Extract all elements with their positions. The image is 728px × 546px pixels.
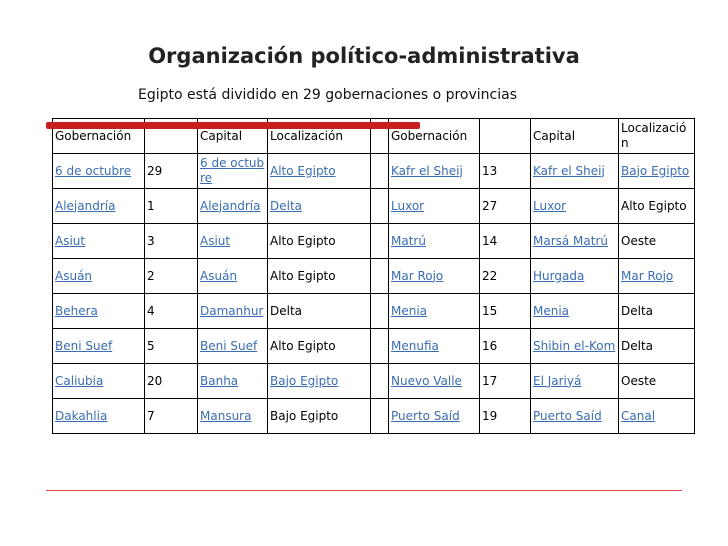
header-cell	[480, 119, 531, 154]
table-cell	[531, 189, 619, 224]
table-cell	[389, 364, 480, 399]
table-cell	[619, 259, 695, 294]
table-cell	[268, 154, 371, 189]
table-cell: 16	[480, 329, 531, 364]
table-cell	[389, 399, 480, 434]
table-cell	[371, 224, 389, 259]
table-cell	[53, 189, 145, 224]
table-cell	[371, 399, 389, 434]
table-cell	[53, 329, 145, 364]
cell-link[interactable]: Alejandría	[55, 198, 116, 213]
table-cell	[198, 364, 268, 399]
cell-link[interactable]: Puerto Saíd	[533, 408, 602, 423]
table-cell	[53, 294, 145, 329]
cell-link[interactable]: Asiut	[200, 233, 231, 248]
table-cell: Oeste	[619, 224, 695, 259]
table-cell	[198, 154, 268, 189]
table-cell	[198, 329, 268, 364]
cell-link[interactable]: Dakahlia	[55, 408, 108, 423]
table-cell: 13	[480, 154, 531, 189]
table-cell	[198, 189, 268, 224]
table-cell: 5	[145, 329, 198, 364]
table-cell	[619, 399, 695, 434]
table-cell: 7	[145, 399, 198, 434]
table-cell: Delta	[619, 329, 695, 364]
table-cell	[53, 364, 145, 399]
table-cell: Alto Egipto	[268, 224, 371, 259]
cell-link[interactable]: Marsá Matrú	[533, 233, 609, 248]
cell-link[interactable]: Bajo Egipto	[270, 373, 339, 388]
cell-link[interactable]: Beni Suef	[200, 338, 258, 353]
cell-link[interactable]: Behera	[55, 303, 98, 318]
table-cell: Oeste	[619, 364, 695, 399]
table-cell: Bajo Egipto	[268, 399, 371, 434]
header-cell: Capital	[531, 119, 619, 154]
table-cell: Alto Egipto	[268, 329, 371, 364]
cell-link[interactable]: Asuán	[200, 268, 238, 283]
table-row	[53, 259, 695, 294]
cell-link[interactable]: Kafr el Sheij	[391, 163, 463, 178]
table-cell	[371, 329, 389, 364]
table-cell	[198, 224, 268, 259]
table-cell: 22	[480, 259, 531, 294]
table-cell	[531, 294, 619, 329]
table-cell: 17	[480, 364, 531, 399]
table-row	[53, 399, 695, 434]
cell-link[interactable]: Damanhur	[200, 303, 264, 318]
table-cell	[53, 399, 145, 434]
table-cell: 2	[145, 259, 198, 294]
accent-bar	[46, 122, 420, 129]
slide-subtitle: Egipto está dividido en 29 gobernaciones o provincias	[138, 87, 517, 103]
table-cell: 3	[145, 224, 198, 259]
table-cell	[389, 224, 480, 259]
table-cell	[531, 224, 619, 259]
table-cell	[53, 259, 145, 294]
table-cell	[53, 154, 145, 189]
table-cell	[198, 259, 268, 294]
table-row	[53, 189, 695, 224]
cell-link[interactable]: Alejandría	[200, 198, 261, 213]
cell-link[interactable]: Menia	[533, 303, 570, 318]
header-cell: Localización	[268, 119, 371, 154]
table-cell: 14	[480, 224, 531, 259]
table-cell: Delta	[619, 294, 695, 329]
cell-link[interactable]: Bajo Egipto	[621, 163, 690, 178]
cell-link[interactable]: Puerto Saíd	[391, 408, 460, 423]
table-cell	[389, 259, 480, 294]
cell-link[interactable]: 6 de octubre	[200, 156, 265, 185]
table-cell	[389, 189, 480, 224]
header-cell: Capital	[198, 119, 268, 154]
table-cell: 15	[480, 294, 531, 329]
table-cell: 29	[145, 154, 198, 189]
table-cell	[389, 154, 480, 189]
cell-link[interactable]: Nuevo Valle	[391, 373, 462, 388]
table-cell	[371, 294, 389, 329]
table-row	[53, 224, 695, 259]
cell-link[interactable]: Menia	[391, 303, 428, 318]
cell-link[interactable]: Beni Suef	[55, 338, 113, 353]
table-cell	[371, 259, 389, 294]
table-row	[53, 294, 695, 329]
cell-link[interactable]: Matrú	[391, 233, 426, 248]
table-cell	[53, 224, 145, 259]
table-cell	[198, 294, 268, 329]
table-cell: 20	[145, 364, 198, 399]
table-cell	[619, 154, 695, 189]
table-row	[53, 154, 695, 189]
cell-link[interactable]: Delta	[270, 198, 303, 213]
table-cell: Alto Egipto	[619, 189, 695, 224]
cell-link[interactable]: Menufia	[391, 338, 439, 353]
cell-link[interactable]: Banha	[200, 373, 239, 388]
table-cell: Delta	[268, 294, 371, 329]
cell-link[interactable]: Luxor	[391, 198, 425, 213]
table-row	[53, 364, 695, 399]
table-cell	[531, 329, 619, 364]
table-cell: 4	[145, 294, 198, 329]
provinces-table	[52, 118, 695, 434]
cell-link[interactable]: El Jariyá	[533, 373, 582, 388]
table-cell	[531, 364, 619, 399]
cell-link[interactable]: Canal	[621, 408, 656, 423]
cell-link[interactable]: Shibin el-Kom	[533, 338, 616, 353]
cell-link[interactable]: Mar Rojo	[391, 268, 444, 283]
table-cell	[371, 189, 389, 224]
table-row	[53, 329, 695, 364]
cell-link[interactable]: Hurgada	[533, 268, 585, 283]
table-cell	[531, 259, 619, 294]
table-cell	[371, 364, 389, 399]
cell-link[interactable]: Alto Egipto	[270, 163, 336, 178]
header-cell: Gobernación	[53, 119, 145, 154]
table-cell: 1	[145, 189, 198, 224]
table-cell: 27	[480, 189, 531, 224]
table-cell: Alto Egipto	[268, 259, 371, 294]
cell-link[interactable]: Asiut	[55, 233, 86, 248]
table-cell	[198, 399, 268, 434]
table-cell	[371, 154, 389, 189]
table-cell	[389, 329, 480, 364]
table-cell	[389, 294, 480, 329]
table-cell	[531, 399, 619, 434]
cell-link[interactable]: Caliubia	[55, 373, 104, 388]
cell-link[interactable]: 6 de octubre	[55, 163, 132, 178]
table-cell: 19	[480, 399, 531, 434]
header-cell: Localización	[619, 119, 695, 154]
slide-title: Organización político-administrativa	[148, 44, 580, 68]
cell-link[interactable]: Asuán	[55, 268, 93, 283]
cell-link[interactable]: Mar Rojo	[621, 268, 674, 283]
table-cell	[531, 154, 619, 189]
table-cell	[268, 364, 371, 399]
cell-link[interactable]: Kafr el Sheij	[533, 163, 605, 178]
cell-link[interactable]: Mansura	[200, 408, 252, 423]
cell-link[interactable]: Luxor	[533, 198, 567, 213]
footer-divider	[46, 490, 682, 491]
table-cell	[268, 189, 371, 224]
header-cell: Gobernación	[389, 119, 480, 154]
